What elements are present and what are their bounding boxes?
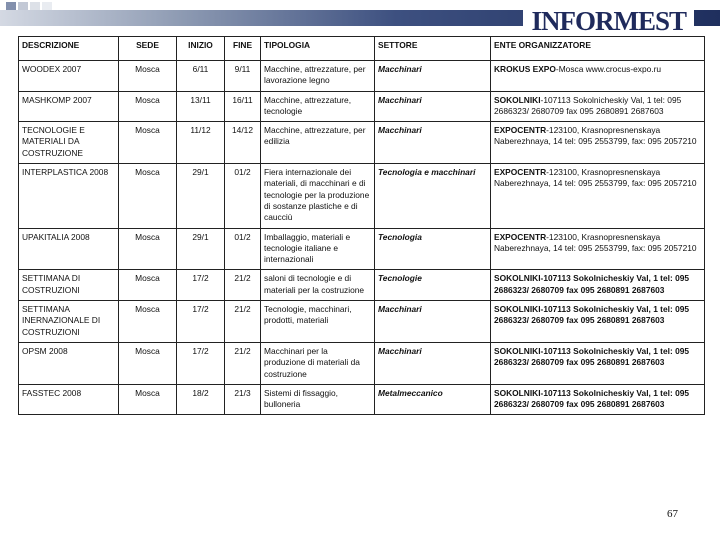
ente-details: -123100, Krasnopresnenskaya Naberezhnaya, 14 tel: 095 2553799, fax: 095 2057210	[494, 167, 697, 189]
table-row	[19, 122, 705, 164]
ente-details: -107113 Sokolnicheskiy Val, 1 tel: 095 2686323/ 2680709 fax 095 2680891 2687603	[494, 94, 682, 116]
cell-tipologia: Macchinari per la produzione di materiali da costruzione	[261, 342, 375, 384]
cell-tipologia: Macchine, attrezzature, per edilizia	[261, 122, 375, 164]
cell-tipologia: Macchine, attrezzature, tecnologie	[261, 91, 375, 122]
ente-name: SOKOLNIKI-107113 Sokolnicheskiy Val, 1 tel: 095 2686323/ 2680709 fax 095 2680891 2687603	[494, 345, 690, 368]
cell-ente	[491, 270, 705, 301]
cell-sede: Mosca	[119, 301, 177, 343]
cell-inizio: 11/12	[177, 122, 225, 164]
cell-inizio: 17/2	[177, 342, 225, 384]
ente-name: SOKOLNIKI-107113 Sokolnicheskiy Val, 1 tel: 095 2686323/ 2680709 fax 095 2680891 2687603	[494, 304, 690, 326]
cell-inizio: 17/2	[177, 301, 225, 343]
cell-descrizione: WOODEX 2007	[19, 61, 119, 92]
table-row	[19, 91, 705, 122]
cell-inizio: 6/11	[177, 61, 225, 92]
cell-ente	[491, 301, 705, 343]
cell-inizio: 13/11	[177, 91, 225, 122]
cell-ente	[491, 91, 705, 122]
header-ente: ENTE ORGANIZZATORE	[491, 37, 705, 61]
cell-settore: Macchinari	[375, 301, 491, 343]
ente-name: SOKOLNIKI-107113 Sokolnicheskiy Val, 1 tel: 095 2686323/ 2680709 fax 095 2680891 2687603	[494, 387, 690, 410]
table-row	[19, 164, 705, 228]
header-sede: SEDE	[119, 37, 177, 61]
cell-tipologia: Sistemi di fissaggio, bulloneria	[261, 384, 375, 415]
cell-sede: Mosca	[119, 122, 177, 164]
ente-details: -123100, Krasnopresnenskaya Naberezhnaya, 14 tel: 095 2553799, fax: 095 2057210	[494, 125, 697, 147]
cell-ente	[491, 384, 705, 415]
cell-descrizione: SETTIMANA DI COSTRUZIONI	[19, 270, 119, 301]
cell-settore: Macchinari	[375, 122, 491, 164]
cell-settore: Macchinari	[375, 91, 491, 122]
brand-logo: INFORMEST	[523, 6, 694, 36]
cell-tipologia: Imballaggio, materiali e tecnologie italiane e internazionali	[261, 228, 375, 270]
cell-settore: Metalmeccanico	[375, 384, 491, 415]
cell-tipologia: saloni di tecnologie e di materiali per la costruzione	[261, 270, 375, 301]
cell-ente	[491, 61, 705, 92]
cell-inizio: 29/1	[177, 164, 225, 228]
cell-settore: Tecnologie	[375, 270, 491, 301]
ente-name: KROKUS EXPO	[494, 64, 556, 74]
ente-name: EXPOCENTR	[494, 167, 547, 178]
ente-name: EXPOCENTR	[494, 125, 547, 136]
cell-fine: 21/3	[225, 384, 261, 415]
table-row	[19, 228, 705, 270]
cell-fine: 21/2	[225, 342, 261, 384]
header-settore: SETTORE	[375, 37, 491, 61]
cell-settore: Macchinari	[375, 61, 491, 92]
table-row	[19, 270, 705, 301]
cell-descrizione: TECNOLOGIE E MATERIALI DA COSTRUZIONE	[19, 122, 119, 164]
header-inizio: INIZIO	[177, 37, 225, 61]
cell-fine: 21/2	[225, 301, 261, 343]
cell-sede: Mosca	[119, 228, 177, 270]
cell-sede: Mosca	[119, 91, 177, 122]
cell-sede: Mosca	[119, 342, 177, 384]
cell-fine: 01/2	[225, 228, 261, 270]
cell-ente	[491, 228, 705, 270]
cell-inizio: 29/1	[177, 228, 225, 270]
cell-descrizione: FASSTEC 2008	[19, 384, 119, 415]
cell-descrizione: INTERPLASTICA 2008	[19, 164, 119, 228]
cell-fine: 01/2	[225, 164, 261, 228]
cell-tipologia: Fiera internazionale dei materiali, di macchinari e di tecnologie per la produzione di sostanze plastiche e di caucciù	[261, 164, 375, 228]
cell-settore: Tecnologia e macchinari	[375, 164, 491, 228]
cell-fine: 16/11	[225, 91, 261, 122]
header-tipologia: TIPOLOGIA	[261, 37, 375, 61]
ente-name: SOKOLNIKI-107113 Sokolnicheskiy Val, 1 tel: 095 2686323/ 2680709 fax 095 2680891 2687603	[494, 273, 690, 295]
header-fine: FINE	[225, 37, 261, 61]
table-row	[19, 384, 705, 415]
ente-details: -Mosca www.crocus-expo.ru	[555, 64, 662, 74]
cell-sede: Mosca	[119, 61, 177, 92]
cell-settore: Macchinari	[375, 342, 491, 384]
cell-fine: 14/12	[225, 122, 261, 164]
ente-name: SOKOLNIKI	[494, 94, 541, 105]
cell-sede: Mosca	[119, 164, 177, 228]
cell-inizio: 18/2	[177, 384, 225, 415]
table-row	[19, 301, 705, 343]
table-header-row	[19, 37, 705, 61]
cell-ente	[491, 122, 705, 164]
cell-fine: 21/2	[225, 270, 261, 301]
header-descrizione: DESCRIZIONE	[19, 37, 119, 61]
cell-descrizione: MASHKOMP 2007	[19, 91, 119, 122]
cell-ente	[491, 342, 705, 384]
table-row	[19, 342, 705, 384]
cell-descrizione: SETTIMANA INERNAZIONALE DI COSTRUZIONI	[19, 301, 119, 343]
page-number: 67	[667, 508, 678, 520]
fairs-table	[18, 36, 705, 415]
ente-details: -123100, Krasnopresnenskaya Naberezhnaya, 14 tel: 095 2553799, fax: 095 2057210	[494, 231, 697, 253]
table-row	[19, 61, 705, 92]
cell-ente	[491, 164, 705, 228]
cell-sede: Mosca	[119, 384, 177, 415]
cell-fine: 9/11	[225, 61, 261, 92]
cell-tipologia: Tecnologie, macchinari, prodotti, materiali	[261, 301, 375, 343]
cell-sede: Mosca	[119, 270, 177, 301]
ente-name: EXPOCENTR	[494, 231, 547, 242]
cell-inizio: 17/2	[177, 270, 225, 301]
cell-settore: Tecnologia	[375, 228, 491, 270]
cell-descrizione: OPSM 2008	[19, 342, 119, 384]
cell-tipologia: Macchine, attrezzature, per lavorazione legno	[261, 61, 375, 92]
cell-descrizione: UPAKITALIA 2008	[19, 228, 119, 270]
